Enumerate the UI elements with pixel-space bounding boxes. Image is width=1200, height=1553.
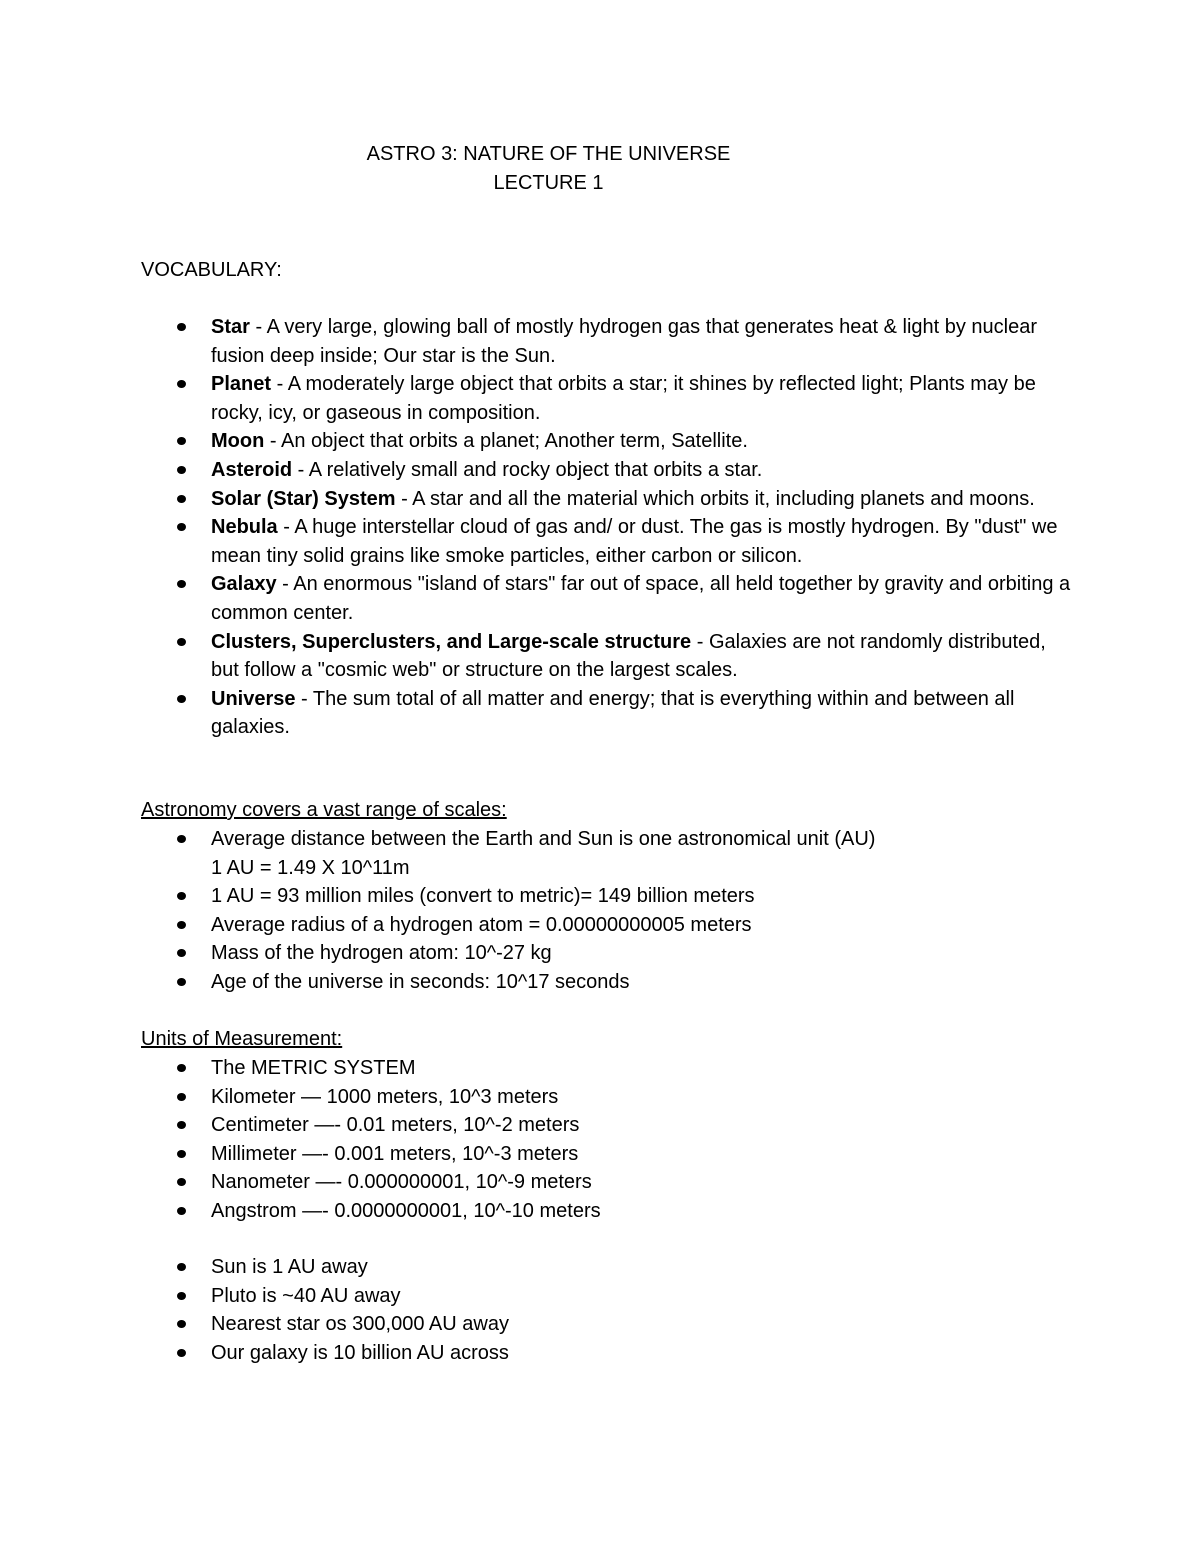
units-item	[141, 1140, 1071, 1169]
document-subtitle: LECTURE 1	[493, 172, 604, 194]
bullet-icon	[177, 466, 186, 474]
distances-text: Sun is 1 AU away	[211, 1256, 368, 1278]
bullet-icon	[177, 1320, 186, 1328]
scales-subtext: 1 AU = 1.49 X 10^11m	[211, 856, 410, 879]
vocabulary-item	[141, 313, 1071, 370]
vocabulary-item	[141, 370, 1071, 427]
bullet-icon	[177, 1093, 186, 1101]
bullet-icon	[177, 523, 186, 531]
vocabulary-item	[141, 485, 1071, 514]
bullet-icon	[177, 978, 186, 986]
vocabulary-item	[141, 685, 1071, 742]
vocabulary-term: Moon	[211, 430, 265, 453]
scales-text: Age of the universe in seconds: 10^17 seconds	[211, 970, 630, 993]
vocabulary-definition: - A very large, glowing ball of mostly hydrogen gas that generates heat & light by nuclear fusion deep inside; Our star is the Sun.	[211, 316, 1038, 367]
units-item	[141, 1054, 1071, 1083]
units-text: Millimeter —- 0.001 meters, 10^-3 meters	[211, 1142, 579, 1165]
scales-item	[141, 939, 1071, 968]
bullet-icon	[177, 1349, 186, 1357]
vocabulary-term: Asteroid	[211, 458, 293, 481]
scales-list	[141, 825, 1071, 997]
vocabulary-term: Universe	[211, 687, 296, 710]
distances-item	[141, 1282, 1071, 1311]
distances-text: Nearest star os 300,000 AU away	[211, 1313, 509, 1336]
bullet-icon	[177, 695, 186, 703]
scales-item	[141, 911, 1071, 940]
vocabulary-term: Galaxy	[211, 573, 277, 596]
bullet-icon	[177, 892, 186, 900]
distances-text: Our galaxy is 10 billion AU across	[211, 1341, 509, 1364]
bullet-icon	[177, 1263, 186, 1271]
bullet-icon	[177, 1207, 186, 1215]
bullet-icon	[177, 835, 186, 843]
vocabulary-term: Planet	[211, 373, 272, 396]
distances-text: Pluto is ~40 AU away	[211, 1284, 401, 1307]
vocabulary-definition: - A relatively small and rocky object that orbits a star.	[292, 458, 763, 481]
units-text: Centimeter —- 0.01 meters, 10^-2 meters	[211, 1114, 580, 1137]
bullet-icon	[177, 1121, 186, 1129]
vocabulary-definition: - The sum total of all matter and energy; that is everything within and between all galaxies.	[211, 687, 1015, 739]
bullet-icon	[177, 1178, 186, 1186]
units-text: Kilometer — 1000 meters, 10^3 meters	[211, 1085, 559, 1108]
vocabulary-definition: - A huge interstellar cloud of gas and/ or dust. The gas is mostly hydrogen. By "dust" we mean tiny solid grains like smoke particles, either carbon or silicon.	[211, 516, 1058, 567]
vocabulary-item	[141, 513, 1071, 570]
units-item	[141, 1083, 1071, 1112]
title-block	[0, 140, 1097, 198]
bullet-icon	[177, 580, 186, 588]
vocabulary-definition: - An object that orbits a planet; Another term, Satellite.	[264, 430, 748, 453]
bullet-icon	[177, 638, 186, 646]
units-list	[141, 1054, 1071, 1226]
distances-item	[141, 1253, 1071, 1282]
vocabulary-definition: - Galaxies are not randomly distributed, but follow a "cosmic web" or structure on the largest scales.	[211, 630, 1046, 682]
vocabulary-item	[141, 427, 1071, 456]
vocabulary-term: Star	[211, 316, 250, 338]
vocabulary-definition: - An enormous "island of stars" far out of space, all held together by gravity and orbiting a common center.	[211, 573, 1071, 624]
units-item	[141, 1111, 1071, 1140]
bullet-icon	[177, 380, 186, 388]
scales-text: Average distance between the Earth and Sun is one astronomical unit (AU)	[211, 828, 876, 850]
distances-item	[141, 1339, 1071, 1368]
scales-text: Mass of the hydrogen atom: 10^-27 kg	[211, 942, 552, 965]
scales-item	[141, 882, 1071, 911]
scales-item	[141, 825, 1071, 882]
units-text: The METRIC SYSTEM	[211, 1057, 416, 1079]
vocabulary-item	[141, 570, 1071, 627]
units-text: Nanometer —- 0.000000001, 10^-9 meters	[211, 1171, 592, 1194]
vocabulary-item	[141, 456, 1071, 485]
vocabulary-term: Clusters, Superclusters, and Large-scale structure	[211, 630, 692, 653]
vocabulary-definition: - A moderately large object that orbits a star; it shines by reflected light; Plants may be rocky, icy, or gaseous in composition.	[211, 373, 1036, 424]
bullet-icon	[177, 1150, 186, 1158]
scales-heading: Astronomy covers a vast range of scales:	[141, 799, 507, 821]
vocabulary-list	[141, 313, 1071, 742]
distances-list	[141, 1253, 1071, 1367]
vocabulary-term: Nebula	[211, 516, 278, 539]
vocabulary-term: Solar (Star) System	[211, 487, 396, 510]
units-item	[141, 1197, 1071, 1226]
distances-item	[141, 1310, 1071, 1339]
vocabulary-definition: - A star and all the material which orbits it, including planets and moons.	[395, 487, 1035, 510]
scales-text: 1 AU = 93 million miles (convert to metric)= 149 billion meters	[211, 885, 755, 908]
bullet-icon	[177, 437, 186, 445]
units-text: Angstrom —- 0.0000000001, 10^-10 meters	[211, 1199, 601, 1222]
bullet-icon	[177, 921, 186, 929]
document-title: ASTRO 3: NATURE OF THE UNIVERSE	[366, 143, 731, 165]
units-heading: Units of Measurement:	[141, 1028, 343, 1050]
vocabulary-item	[141, 628, 1071, 685]
bullet-icon	[177, 1064, 186, 1072]
bullet-icon	[177, 323, 186, 331]
bullet-icon	[177, 949, 186, 957]
bullet-icon	[177, 1292, 186, 1300]
scales-item	[141, 968, 1071, 997]
scales-text: Average radius of a hydrogen atom = 0.00000000005 meters	[211, 913, 752, 936]
units-item	[141, 1168, 1071, 1197]
bullet-icon	[177, 495, 186, 503]
vocabulary-heading: VOCABULARY:	[141, 259, 282, 281]
